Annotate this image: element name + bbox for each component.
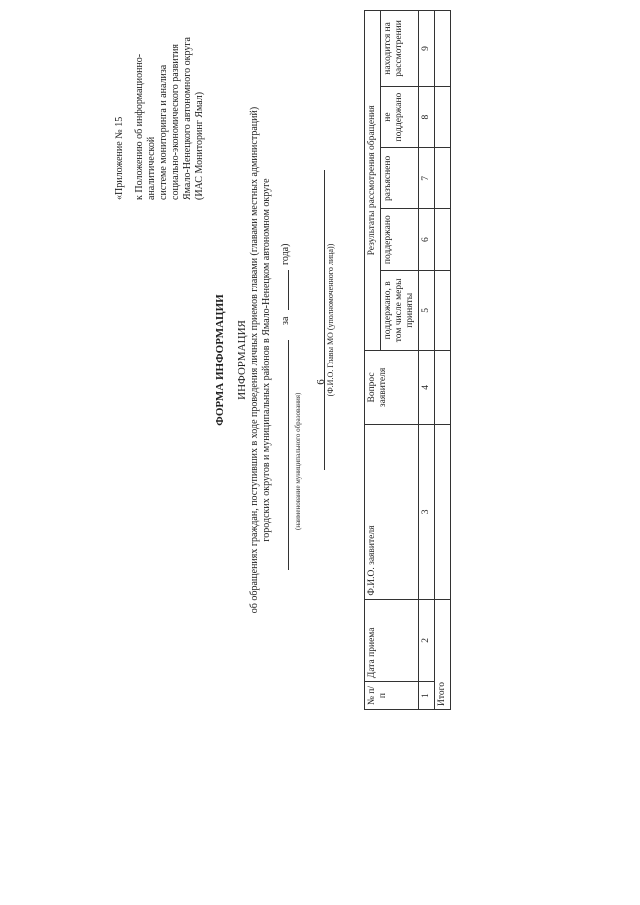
total-label: Итого	[435, 599, 451, 709]
fio-line	[324, 170, 325, 470]
subtitle	[249, 0, 273, 720]
col-number: 1	[419, 682, 435, 710]
col-number: 5	[419, 270, 435, 350]
page-number: 6	[314, 379, 327, 385]
appendix-line: (ИАС Мониторинг Ямал)	[194, 91, 205, 200]
municipality-blank	[288, 340, 289, 570]
table-cell	[435, 11, 451, 87]
header-num: № п/п	[365, 682, 419, 710]
period-year: года)	[280, 243, 291, 265]
col-number: 2	[419, 599, 435, 682]
info-title: ИНФОРМАЦИЯ	[236, 320, 248, 400]
period-za: за	[280, 316, 291, 325]
table-cell	[435, 425, 451, 600]
col-number: 3	[419, 425, 435, 600]
header-date: Дата приема	[365, 599, 419, 682]
col-number: 7	[419, 148, 435, 209]
table-header-row	[365, 11, 381, 710]
table-cell	[435, 148, 451, 209]
header-supported: поддержано	[381, 209, 419, 270]
form-title: ФОРМА ИНФОРМАЦИИ	[214, 294, 226, 426]
subtitle-line: городских округов и муниципальных районов в Ямало-Ненецком автономном округе	[261, 178, 272, 542]
col-number: 9	[419, 11, 435, 87]
col-number: 8	[419, 86, 435, 147]
fio-caption: (Ф.И.О. Главы МО (уполномоченного лица))	[326, 243, 335, 397]
header-supported-measures: поддержано, в том числе меры приняты	[381, 270, 419, 350]
rotated-page-content	[104, 0, 464, 720]
header-pending: находится на рассмотрении	[381, 11, 419, 87]
col-number: 4	[419, 350, 435, 424]
appendix-line: к Положению об информационно-аналитической	[134, 53, 157, 200]
appendix-header	[114, 0, 206, 200]
appendix-line: Ямало-Ненецкого автономного округа	[182, 37, 193, 200]
table-row	[419, 11, 435, 710]
header-results: Результаты рассмотрения обращения	[365, 11, 381, 351]
subtitle-line: об обращениях граждан, поступивших в ходе проведения личных приемов главами (главами местных администраций)	[249, 106, 260, 614]
appendix-line: социально-экономического развития	[170, 43, 181, 200]
municipality-caption: (наименование муниципального образования)	[294, 392, 302, 530]
appendix-number: «Приложение № 15	[114, 116, 125, 200]
col-number: 6	[419, 209, 435, 270]
header-question: Вопрос заявителя	[365, 350, 419, 424]
report-table	[364, 10, 451, 710]
table-cell	[435, 209, 451, 270]
header-not-supported: не поддержано	[381, 86, 419, 147]
table-cell	[435, 350, 451, 424]
table-row	[435, 11, 451, 710]
year-blank	[288, 270, 289, 310]
appendix-line: системе мониторинга и анализа	[158, 64, 169, 200]
header-explained: разъяснено	[381, 148, 419, 209]
table-cell	[435, 86, 451, 147]
table-cell	[435, 270, 451, 350]
header-fio: Ф.И.О. заявителя	[365, 425, 419, 600]
